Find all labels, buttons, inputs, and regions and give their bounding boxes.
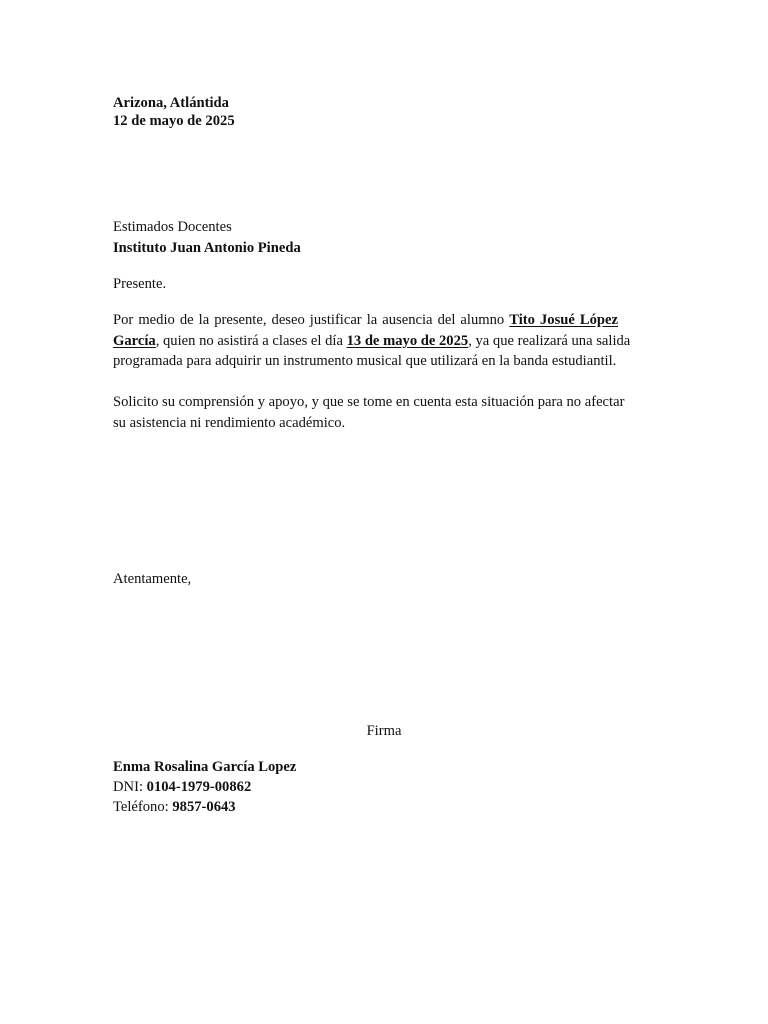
absence-date: 13 de mayo de 2025 — [346, 333, 469, 349]
paragraph-text: Por medio de la presente, deseo justificar la ausencia del alumno — [113, 312, 510, 328]
closing: Atentamente, — [113, 571, 192, 587]
paragraph-line — [113, 331, 631, 351]
recipient-institution: Instituto Juan Antonio Pineda — [113, 240, 301, 256]
paragraph-line — [113, 310, 618, 330]
phone-value: 9857-0643 — [172, 799, 236, 815]
dni-value: 0104-1979-00862 — [146, 779, 252, 795]
paragraph-line: Solicito su comprensión y apoyo, y que se tome en cuenta esta situación para no afectar — [113, 394, 625, 410]
recipient-greeting: Estimados Docentes — [113, 219, 232, 235]
header-date: 12 de mayo de 2025 — [113, 113, 235, 129]
signer-dni — [113, 777, 296, 797]
header-place: Arizona, Atlántida — [113, 95, 229, 111]
student-name-part1: Tito Josué López — [509, 312, 618, 328]
paragraph-text: , quien no asistirá a clases el día — [155, 333, 347, 349]
recipient-block — [113, 217, 301, 258]
signer-block — [113, 757, 296, 817]
letter-header — [113, 93, 235, 131]
paragraph-text: , ya que realizará una salida — [468, 333, 631, 349]
dni-label: DNI: — [113, 779, 147, 795]
phone-label: Teléfono: — [113, 799, 173, 815]
body-paragraph-2 — [113, 392, 625, 433]
body-paragraph-1 — [113, 310, 631, 371]
student-name-part2: García — [113, 333, 156, 349]
salutation: Presente. — [113, 276, 167, 292]
signature-label: Firma — [366, 723, 402, 739]
paragraph-line: programada para adquirir un instrumento musical que utilizará en la banda estudiantil. — [113, 353, 617, 369]
signer-phone — [113, 797, 296, 817]
paragraph-line: su asistencia ni rendimiento académico. — [113, 415, 346, 431]
signer-name: Enma Rosalina García Lopez — [113, 759, 297, 775]
